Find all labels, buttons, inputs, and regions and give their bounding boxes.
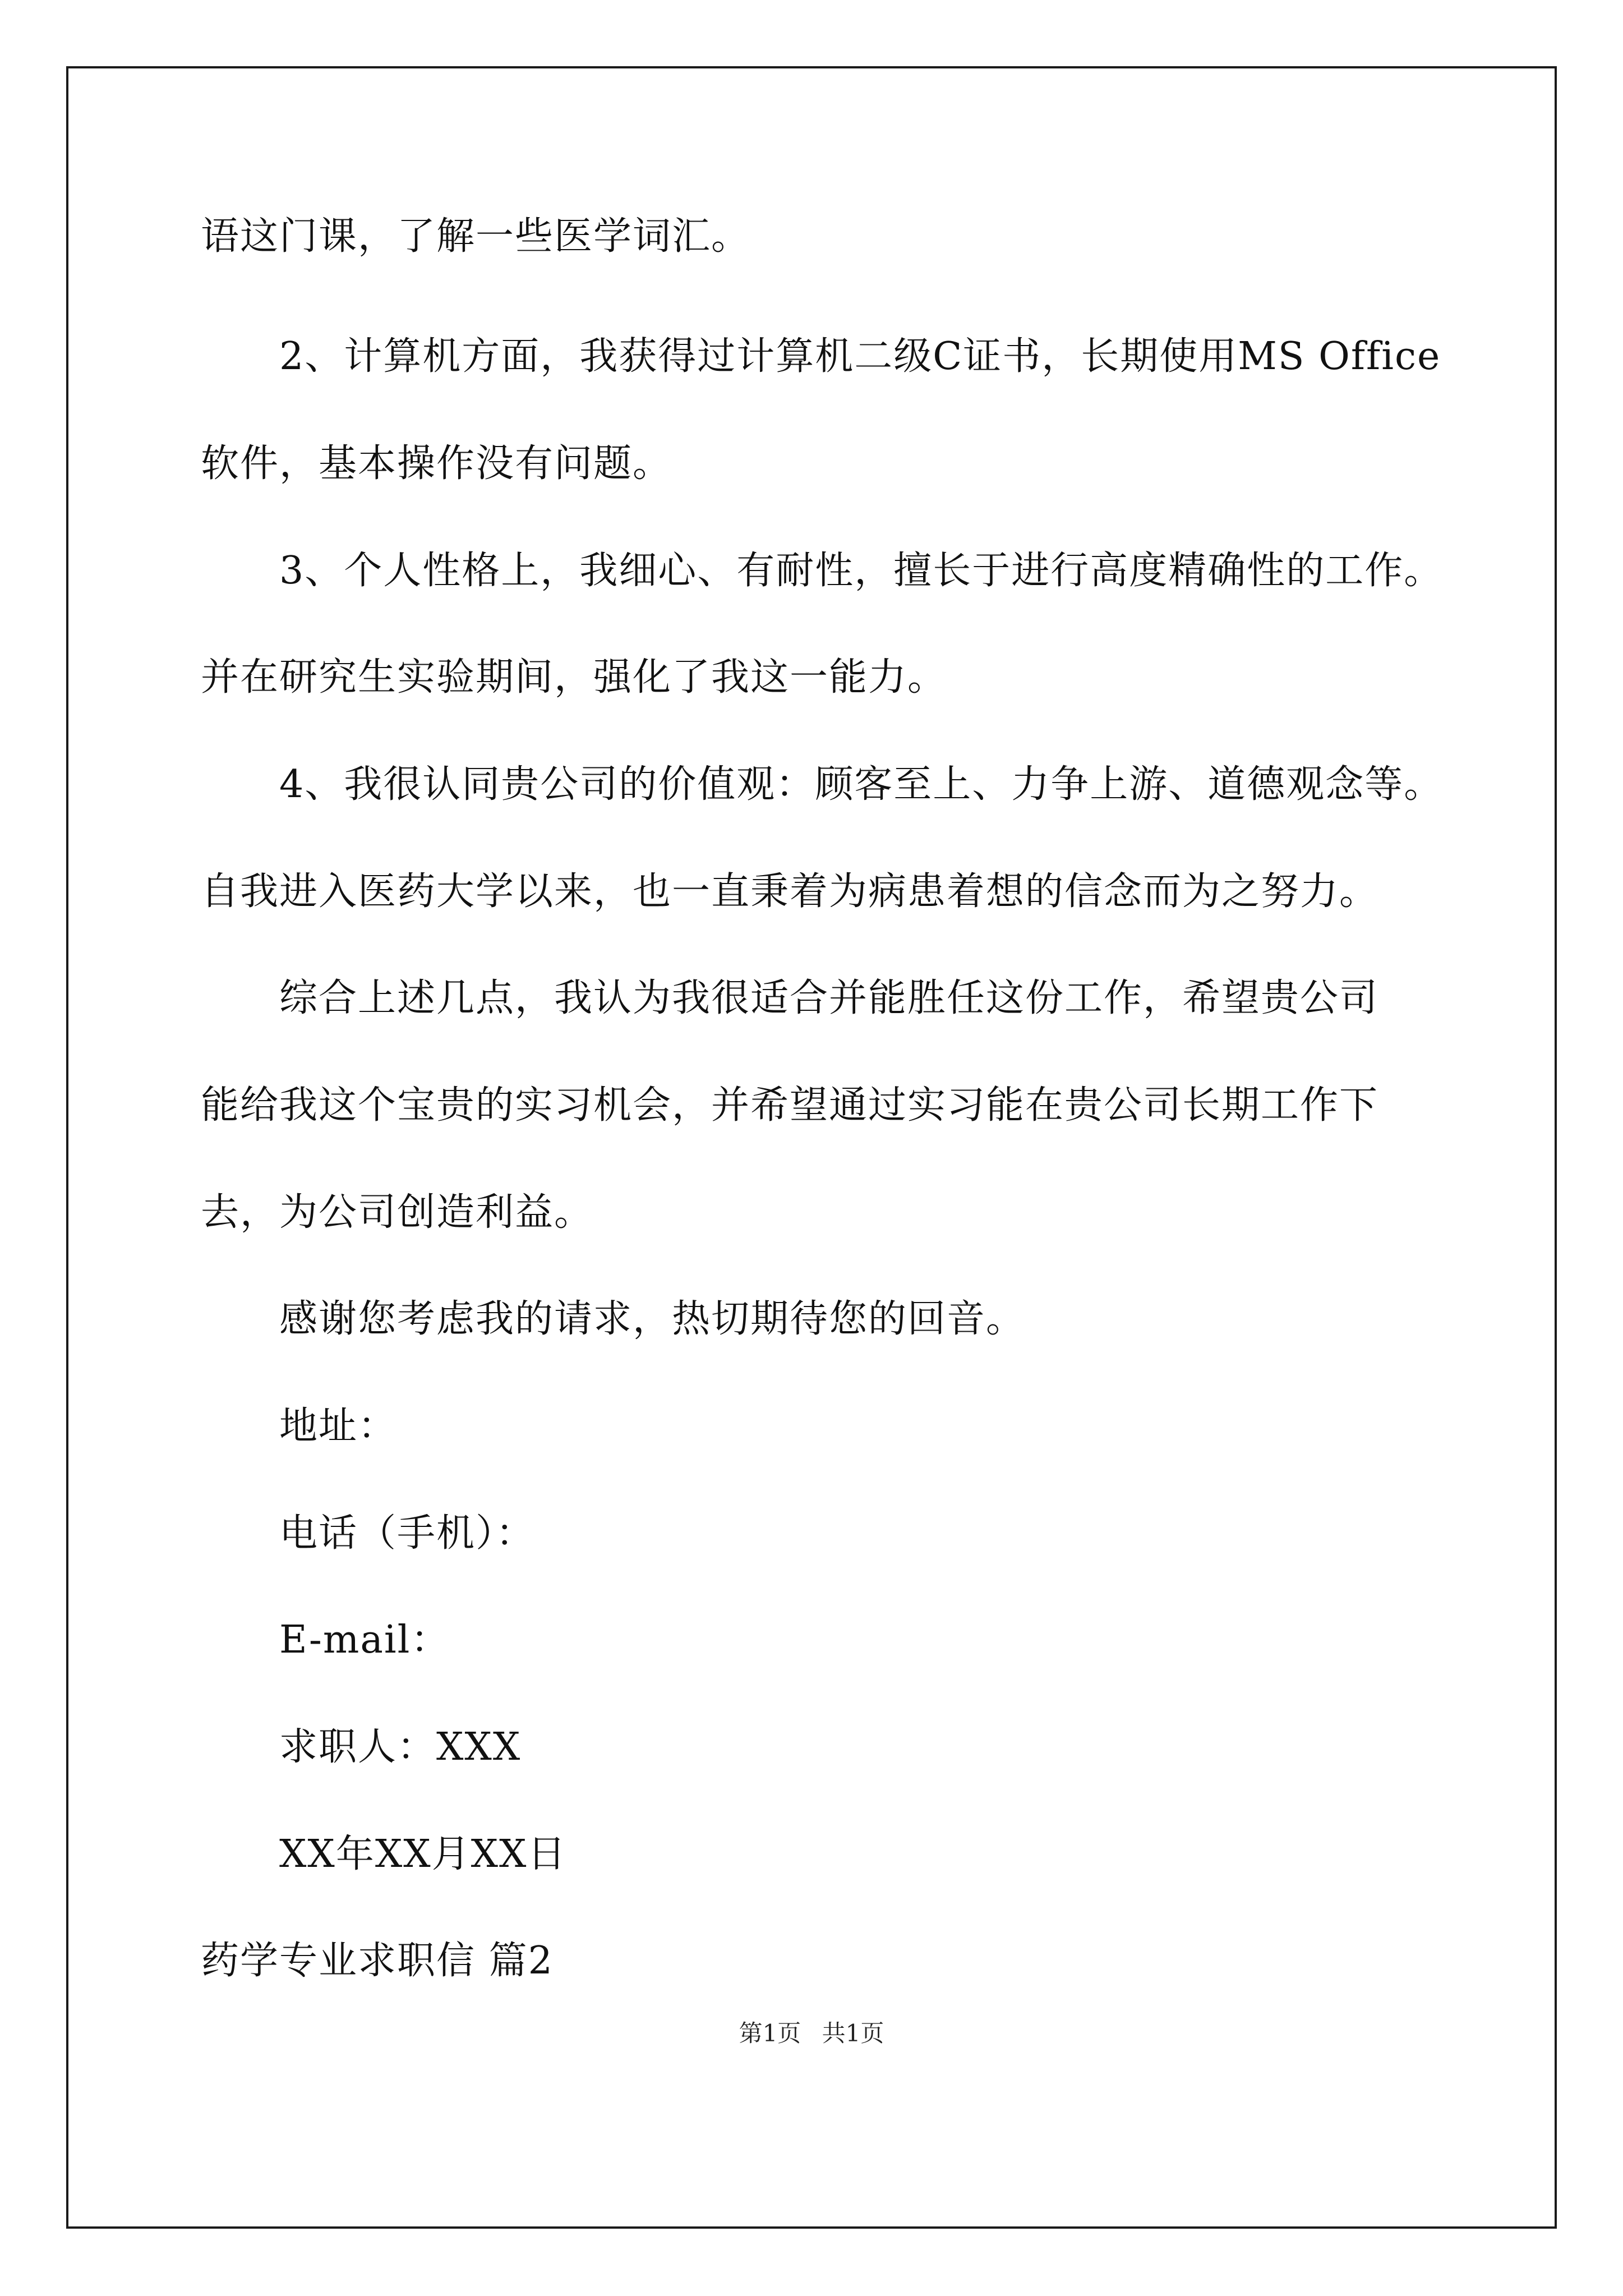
section-heading: 药学专业求职信 篇2 [201,1939,554,1983]
text-line: 感谢您考虑我的请求，热切期待您的回音。 [279,1297,1026,1341]
text-line: 软件，基本操作没有问题。 [201,441,672,486]
text-line: 2、计算机方面，我获得过计算机二级C证书，长期使用MS Office [279,334,1441,379]
text-line: 地址： [279,1404,398,1448]
text-line: 求职人：XXX [279,1725,522,1769]
text-line: 自我进入医药大学以来，也一直秉着为病患着想的信念而为之努力。 [201,869,1379,914]
page-number: 第1页 [739,2019,801,2047]
page-total: 共1页 [822,2019,884,2047]
text-line: 并在研究生实验期间，强化了我这一能力。 [201,655,947,700]
text-line: 4、我很认同贵公司的价值观：顾客至上、力争上游、道德观念等。 [279,762,1444,807]
text-line: 3、个人性格上，我细心、有耐性，擅长于进行高度精确性的工作。 [279,549,1444,593]
page-footer [0,2019,1623,2047]
text-line: 去，为公司创造利益。 [201,1190,594,1235]
text-line: 能给我这个宝贵的实习机会，并希望通过实习能在贵公司长期工作下 [201,1083,1379,1128]
text-line: 语这门课，了解一些医学词汇。 [201,214,751,259]
text-line: E-mail： [279,1618,450,1662]
text-line: 电话（手机）： [279,1511,536,1556]
text-line: XX年XX月XX日 [279,1832,567,1876]
page-border [66,66,1557,2229]
text-line: 综合上述几点，我认为我很适合并能胜任这份工作，希望贵公司 [279,976,1379,1020]
